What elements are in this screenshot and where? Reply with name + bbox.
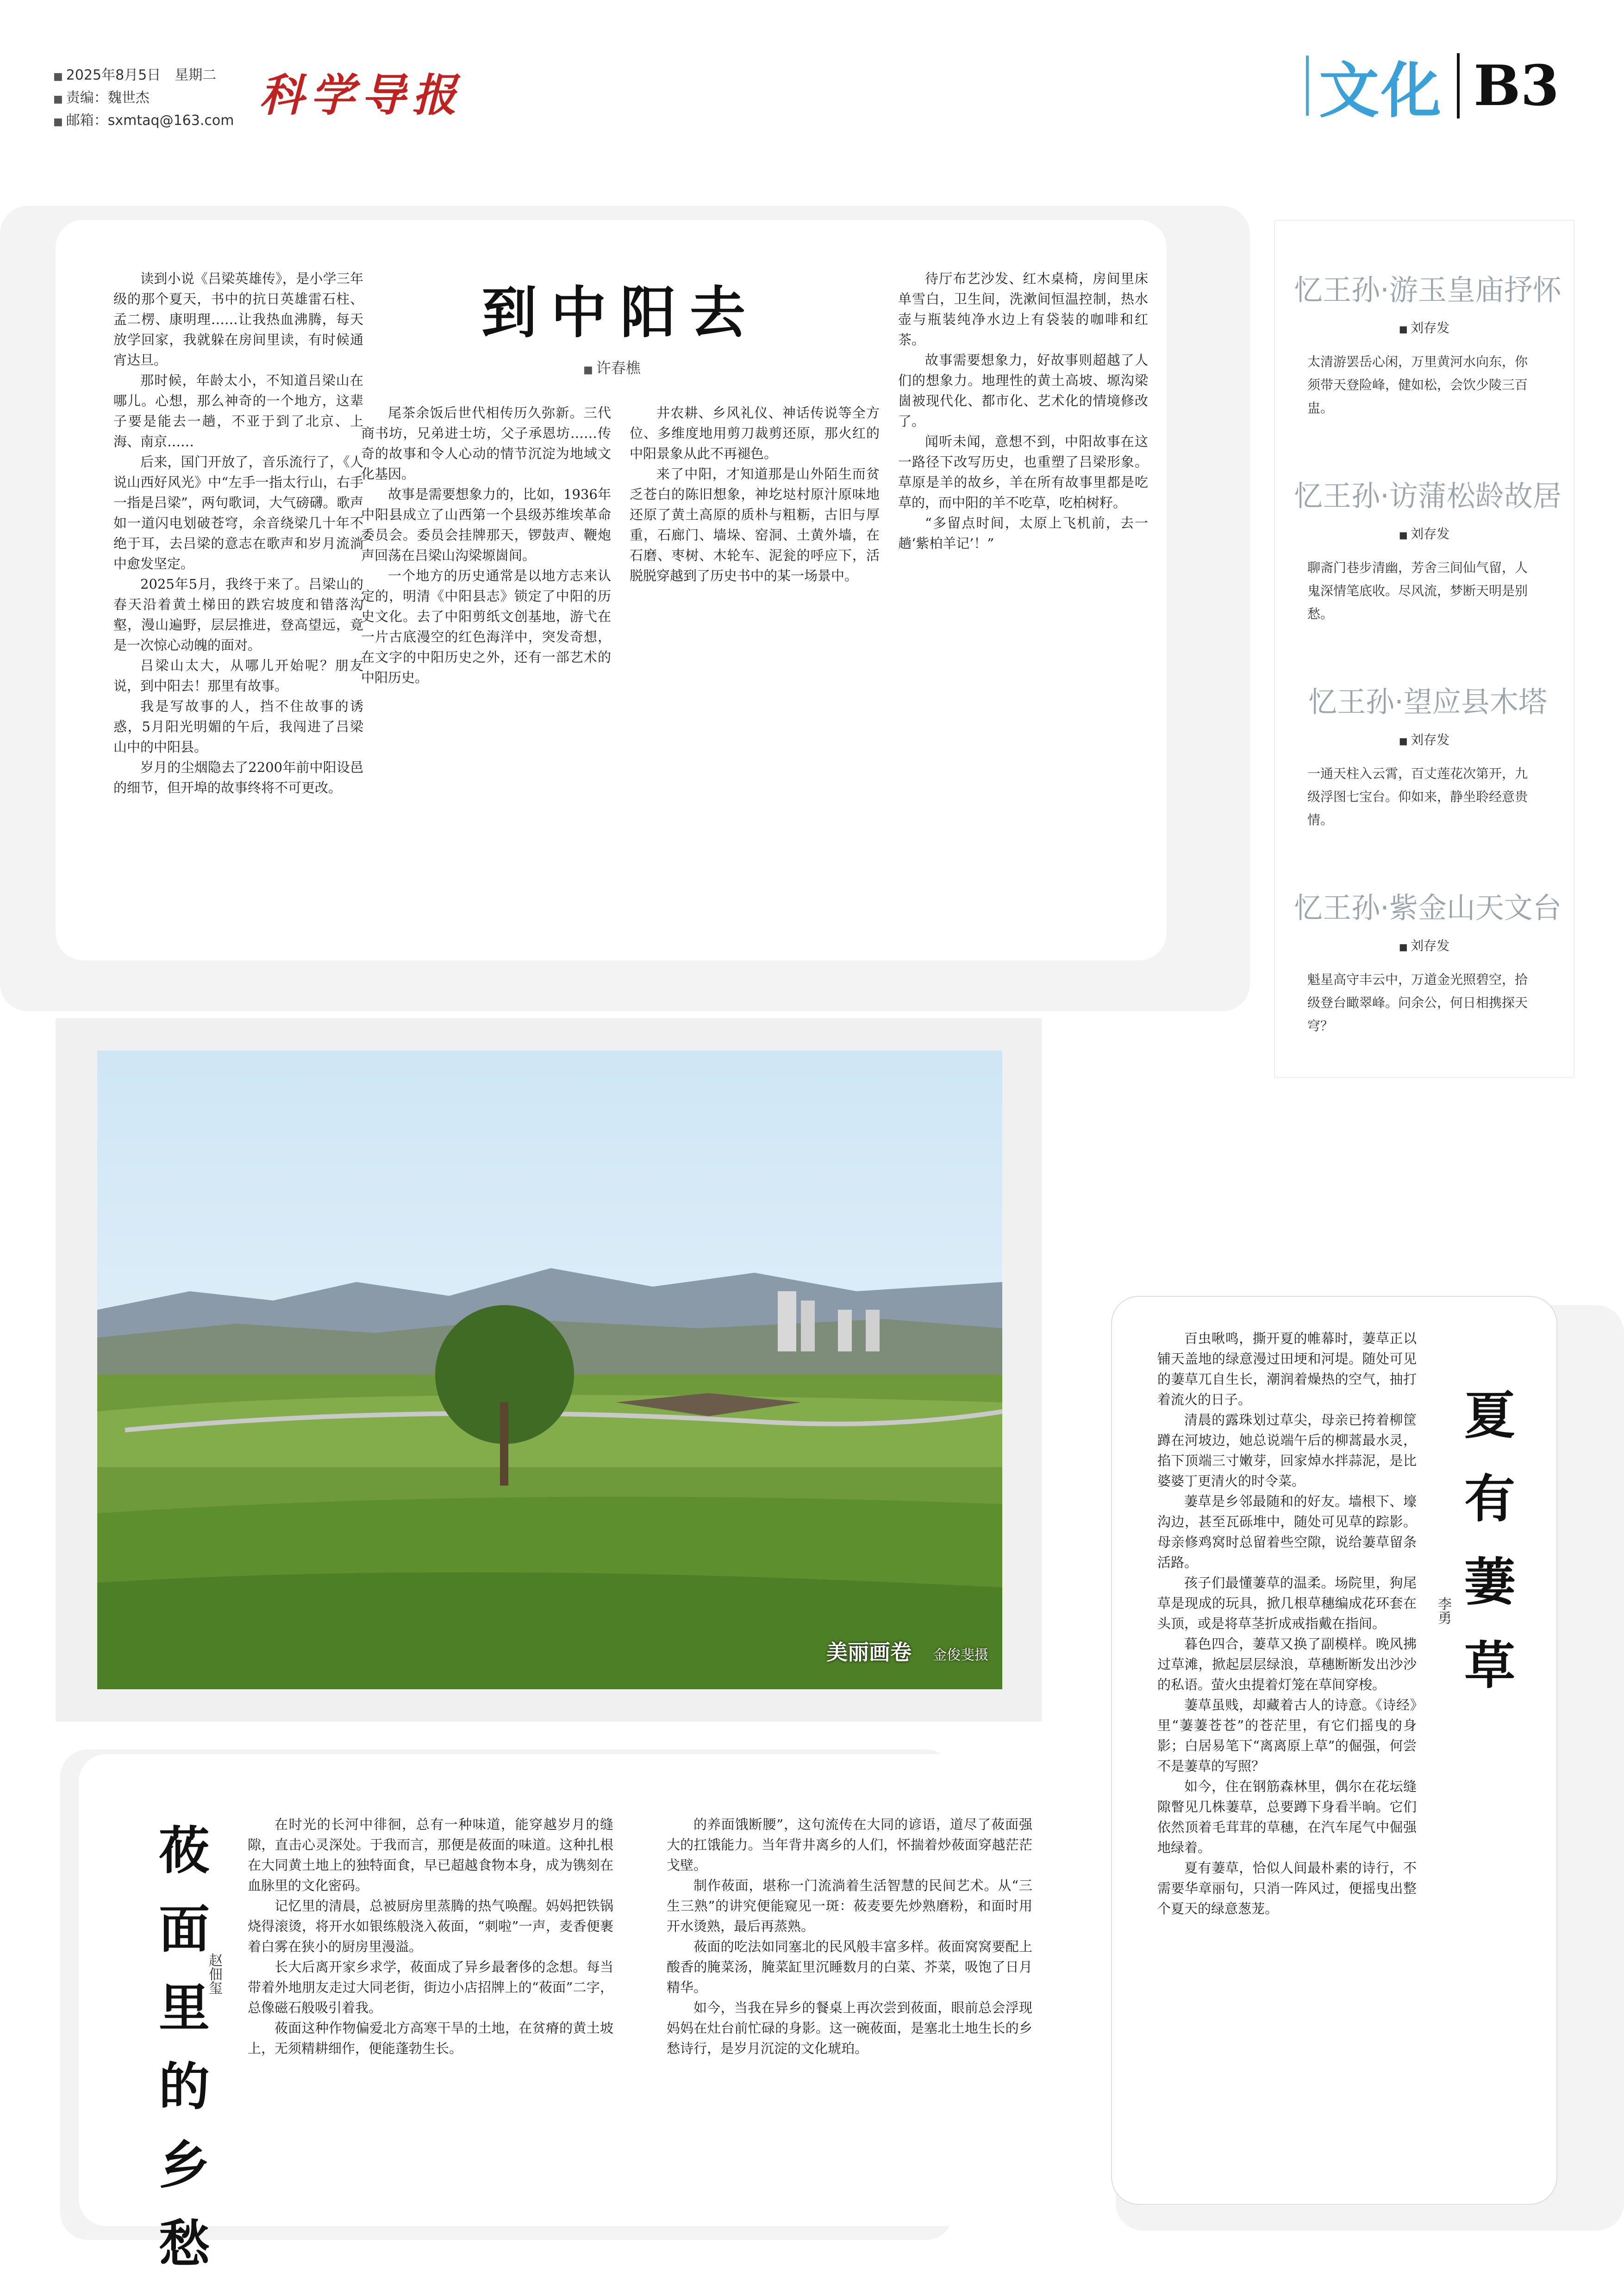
paragraph: 故事需要想象力，好故事则超越了人们的想象力。地理性的黄土高坡、塬沟梁崮被现代化、都市化、艺术化的情境修改了。 (898, 352, 1148, 429)
paragraph: 一个地方的历史通常是以地方志来认定的，明清《中阳县志》锁定了中阳的历史文化。去了中阳剪纸文创基地，游弋在一片古底漫空的红色海洋中，突发奇想，在文字的中阳历史之外，还有一部艺术的中阳历史。 (361, 568, 611, 685)
paragraph: 读到小说《吕梁英雄传》，是小学三年级的那个夏天，书中的抗日英雄雷石柱、孟二楞、康明理……让我热血沸腾，每天放学回家，我就躲在房间里读，有时候通宵达旦。 (113, 271, 363, 368)
article2-col1 (248, 1814, 613, 2221)
paragraph: 夏有萋草，恰似人间最朴素的诗行，不需要华章丽句，只消一阵风过，便摇曳出整个夏天的绿意葱茏。 (1157, 1860, 1417, 1916)
paragraph: 我是写故事的人，挡不住故事的诱惑，5月阳光明媚的午后，我闯进了吕梁山中的中阳县。 (113, 698, 363, 755)
paragraph: 闻听未闻，意想不到，中阳故事在这一路径下改写历史，也重塑了吕梁形象。草原是羊的故乡，羊在所有故事里都是吃草的，而中阳的羊不吃草，吃柏树籽。 (898, 434, 1148, 510)
editor-email: ■ 邮箱：sxmtaq@163.com (53, 110, 234, 133)
poem-title: 忆王孙·访蒲松龄故居 (1294, 479, 1562, 513)
paragraph: 在时光的长河中徘徊，总有一种味道，能穿越岁月的缝隙，直击心灵深处。于我而言，那便是莜面的味道。这种扎根在大同黄土地上的独特面食，早已超越食物本身，成为镌刻在血脉里的文化密码。 (248, 1817, 613, 1893)
poem-body: 聊斋门巷步清幽，芳舍三间仙气留，人鬼深情笔底收。尽风流，梦断天明是别愁。 (1307, 560, 1528, 622)
paragraph: 那时候，年龄太小，不知道吕梁山在哪儿。心想，那么神奇的一个地方，这辈子要是能去一趟，不亚于到了北京、上海、南京…… (113, 373, 363, 449)
page-number: B3 (1457, 53, 1559, 118)
paragraph: 井农耕、乡风礼仪、神话传说等全方位、多维度地用剪刀裁剪还原，那火红的中阳景象从此不再褪色。 (630, 405, 880, 461)
header-meta (53, 65, 234, 133)
poem-title: 忆王孙·望应县木塔 (1308, 685, 1547, 719)
paragraph: 如今，当我在异乡的餐桌上再次尝到莜面，眼前总会浮现妈妈在灶台前忙碌的身影。这一碗莜面，是塞北土地生长的乡愁诗行，是岁月沉淀的文化琥珀。 (667, 2000, 1032, 2056)
paragraph: 暮色四合，萋草又换了副模样。晚风拂过草滩，掀起层层绿浪，草穗断断发出沙沙的私语。萤火虫提着灯笼在草间穿梭。 (1157, 1636, 1417, 1692)
poem-author: ■ 刘存发 (1275, 524, 1574, 542)
paragraph: 莜面这种作物偏爱北方高寒干旱的土地，在贫瘠的黄土坡上，无须精耕细作，便能蓬勃生长。 (248, 2020, 613, 2056)
paragraph: 记忆里的清晨，总被厨房里蒸腾的热气唤醒。妈妈把铁锅烧得滚烫，将开水如银练般浇入莜面，“刺啦”一声，麦香便裹着白雾在狭小的厨房里漫溢。 (248, 1898, 613, 1954)
article1-col2 (361, 403, 611, 949)
article1-col4 (898, 268, 1148, 953)
paragraph: 莜面的吃法如同塞北的民风般丰富多样。莜面窝窝要配上酸香的腌菜汤，腌菜缸里沉睡数月的白菜、芥菜，吸饱了日月精华。 (667, 1939, 1032, 1995)
section-header (1306, 51, 1559, 126)
article3-byline: 李勇 (1435, 1597, 1451, 1624)
paragraph: 岁月的尘烟隐去了2200年前中阳设邑的细节，但开埠的故事终将不可更改。 (113, 759, 363, 796)
poem-body: 一通天柱入云霄，百丈莲花次第开，九级浮图七宝台。仰如来，静坐聆经意贵情。 (1307, 766, 1528, 828)
paragraph: 如今，住在钢筋森林里，偶尔在花坛缝隙瞥见几株萋草，总要蹲下身看半晌。它们依然顶着毛茸茸的草穗，在汽车尾气中倔强地绿着。 (1157, 1779, 1417, 1855)
paragraph: 吕梁山太大，从哪儿开始呢？朋友说，到中阳去！那里有故事。 (113, 658, 363, 694)
editor-credit: ■ 责编：魏世杰 (53, 87, 234, 110)
poem-author: ■ 刘存发 (1275, 936, 1574, 954)
photo-caption (826, 1636, 988, 1666)
paragraph: 2025年5月，我终于来了。吕梁山的春天沿着黄土梯田的跌宕坡度和错落沟壑，漫山遍野，层层推进，登高望远，竟是一次惊心动魄的面对。 (113, 576, 363, 653)
photo-caption-text: 美丽画卷 (826, 1640, 912, 1665)
poem-author: ■ 刘存发 (1275, 318, 1574, 336)
poem-body: 太清游罢岳心闲，万里黄河水向东，你须带天登险峰，健如松，会饮少陵三百盅。 (1307, 354, 1528, 416)
article1-byline: ■ 许春樵 (583, 356, 641, 378)
paragraph: 孩子们最懂萋草的温柔。场院里，狗尾草是现成的玩具，掀几根草穗编成花环套在头顶，或是将草茎折成戒指戴在指间。 (1157, 1575, 1417, 1631)
paragraph: 故事是需要想象力的，比如，1936年中阳县成立了山西第一个县级苏维埃革命委员会。委员会挂牌那天，锣鼓声、鞭炮声回荡在吕梁山沟梁塬崮间。 (361, 486, 611, 563)
photo-credit: 金俊斐摄 (933, 1647, 988, 1663)
poem-title: 忆王孙·游玉皇庙抒怀 (1294, 273, 1562, 307)
paragraph: “多留点时间，太原上飞机前，去一趟‘紫柏羊记’！” (898, 515, 1148, 551)
poem-body: 魁星高守丰云中，万道金光照碧空，拾级登台瞰翠峰。问余公，何日相携探天穹？ (1307, 972, 1528, 1033)
paragraph: 长大后离开家乡求学，莜面成了异乡最奢侈的念想。每当带着外地朋友走过大同老街，街边小店招牌上的“莜面”二字，总像磁石般吸引着我。 (248, 1959, 613, 2016)
paragraph: 百虫啾鸣，撕开夏的帷幕时，萋草正以铺天盖地的绿意漫过田埂和河堤。随处可见的萋草兀自生长，潮润着燥热的空气，抽打着流火的日子。 (1157, 1331, 1417, 1407)
paragraph: 制作莜面，堪称一门流淌着生活智慧的民间艺术。从“三生三熟”的讲究便能窥见一斑：莜麦要先炒熟磨粉，和面时用开水烫熟，最后再蒸熟。 (667, 1878, 1032, 1934)
paragraph: 萋草虽贱，却藏着古人的诗意。《诗经》里“萋萋苍苍”的苍茫里，有它们摇曳的身影；白居易笔下“离离原上草”的倔强，何尝不是萋草的写照？ (1157, 1697, 1417, 1774)
paragraph: 待厅布艺沙发、红木桌椅，房间里床单雪白，卫生间，洗漱间恒温控制，热水壶与瓶装纯净水边上有袋装的咖啡和红茶。 (898, 271, 1148, 348)
article2-col2 (667, 1814, 1032, 2221)
paragraph: 萋草是乡邻最随和的好友。墙根下、壕沟边，甚至瓦砾堆中，随处可见草的踪影。母亲修鸡窝时总留着些空隙，说给萋草留条活路。 (1157, 1493, 1417, 1570)
landscape-image (97, 1051, 1002, 1689)
paragraph: 清晨的露珠划过草尖，母亲已挎着柳筐蹲在河坡边，她总说端午后的柳蒿最水灵，掐下顶端三寸嫩芽，回家焯水拌蒜泥，是比婆婆丁更清火的时令菜。 (1157, 1412, 1417, 1489)
paragraph: 后来，国门开放了，音乐流行了，《人说山西好风光》中“左手一指太行山，右手一指是吕梁”，两句歌词，大气磅礴。歌声如一道闪电划破苍穹，余音绕梁几十年不绝于耳，去吕梁的意志在歌声和岁月流淌中愈发坚定。 (113, 454, 363, 572)
poem-author: ■ 刘存发 (1275, 730, 1574, 748)
paragraph: 的养面饿断腰”，这句流传在大同的谚语，道尽了莜面强大的扛饿能力。当年背井离乡的人们，怀揣着炒莜面穿越茫茫戈壁。 (667, 1817, 1032, 1873)
paragraph: 尾茶余饭后世代相传历久弥新。三代商书坊，兄弟进士坊，父子承恩坊……传奇的故事和令人心动的情节沉淀为地域文化基因。 (361, 405, 611, 482)
paragraph: 来了中阳，才知道那是山外陌生而贫乏苍白的陈旧想象，神圪垯村原汁原味地还原了黄土高原的质朴与粗粝，古旧与厚重，石廊门、墙垛、窑洞、土黄外墙，在石磨、枣树、木轮车、泥瓮的呼应下，活脱脱穿越到了历史书中的某一场景中。 (630, 466, 880, 584)
masthead-logo: 科学导报 (259, 69, 463, 121)
section-divider (1306, 56, 1309, 116)
poem-title: 忆王孙·紫金山天文台 (1294, 891, 1562, 925)
article3-body (1157, 1328, 1417, 2189)
article2-title: 莜面里的乡愁 (150, 1823, 210, 2296)
poem-sidebar (1274, 220, 1574, 1078)
article2-byline: 赵佃玺 (206, 1953, 222, 1995)
article1-title: 到中阳去 (481, 281, 759, 345)
article3-title: 夏有萋草 (1456, 1388, 1516, 1722)
landscape-photo (97, 1051, 1002, 1689)
article1-col1 (113, 268, 363, 953)
article1-col3 (630, 403, 880, 949)
issue-date: ■ 2025年8月5日 星期二 (53, 65, 234, 87)
section-name: 文化 (1319, 55, 1443, 126)
